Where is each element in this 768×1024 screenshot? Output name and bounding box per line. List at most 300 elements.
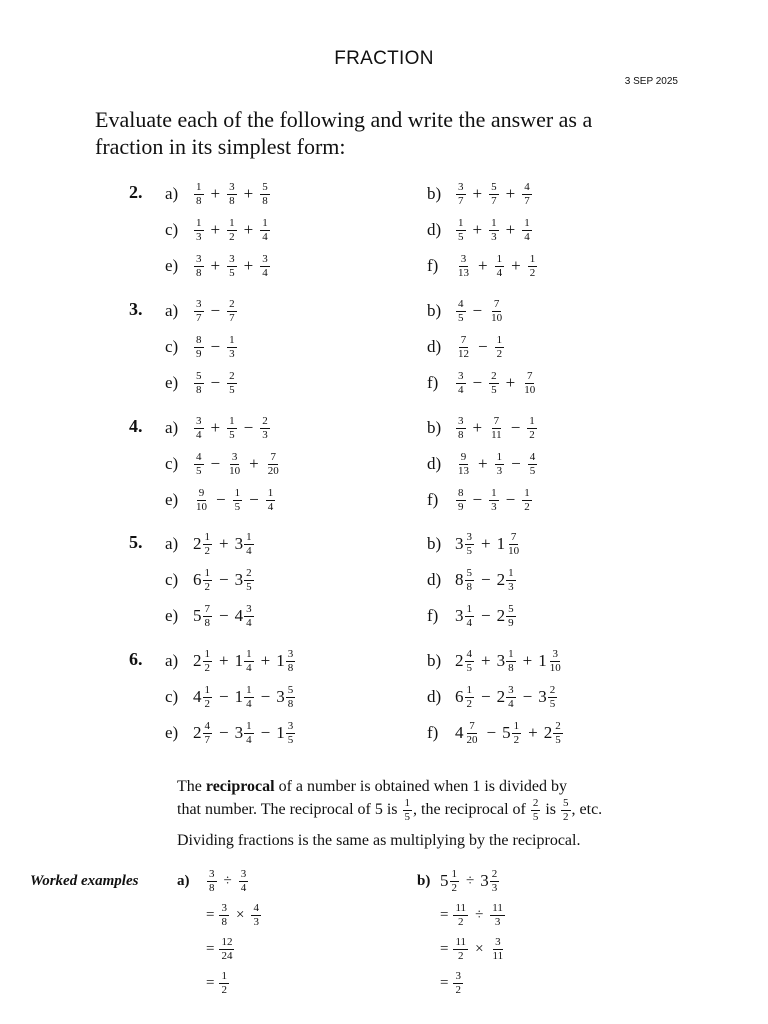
whole-number: 2 — [496, 570, 506, 589]
operator: + — [219, 534, 229, 553]
numerator: 4 — [204, 719, 210, 732]
whole-number: 4 — [455, 723, 464, 742]
exercise-item — [427, 600, 517, 632]
mixed-number — [497, 604, 517, 629]
exercise-block — [95, 295, 655, 415]
item-label: a) — [165, 301, 179, 320]
numerator: 1 — [234, 486, 241, 499]
exercise-item — [427, 681, 558, 713]
exercise-item — [427, 412, 538, 444]
worked-step — [206, 900, 262, 930]
fraction — [489, 416, 504, 441]
fraction — [465, 568, 475, 593]
expression — [206, 937, 235, 962]
numerator: 1 — [466, 683, 472, 696]
denominator: 4 — [246, 616, 252, 629]
fraction — [260, 182, 270, 207]
equals-sign: = — [206, 974, 215, 991]
denominator: 24 — [221, 949, 233, 962]
expression — [455, 685, 558, 710]
whole-number: 3 — [234, 570, 244, 589]
numerator: 3 — [196, 414, 202, 427]
whole-number: 5 — [440, 871, 449, 890]
mixed-number — [538, 649, 564, 674]
fraction — [219, 937, 234, 962]
operator: + — [210, 256, 221, 275]
fraction — [465, 685, 475, 710]
reciprocal-definition-line2 — [177, 798, 657, 823]
equals-sign: = — [206, 906, 215, 923]
operator: + — [472, 184, 483, 203]
numerator: 11 — [455, 935, 467, 948]
item-label: b) — [427, 301, 442, 320]
expression — [193, 532, 255, 557]
fraction — [561, 798, 571, 823]
expression — [206, 903, 262, 928]
denominator: 3 — [496, 464, 503, 477]
item-label: a) — [165, 184, 179, 203]
numerator: 5 — [287, 683, 294, 696]
worked-step — [206, 934, 235, 964]
denominator: 5 — [229, 266, 235, 279]
fraction — [227, 299, 237, 324]
exercise-item — [165, 528, 255, 560]
denominator: 5 — [196, 464, 202, 477]
exercise-item — [427, 717, 564, 749]
fraction — [194, 299, 204, 324]
numerator: 1 — [262, 216, 268, 229]
item-label: b) — [427, 534, 442, 553]
operator: − — [472, 301, 483, 320]
numerator: 3 — [229, 180, 235, 193]
numerator: 7 — [510, 530, 517, 543]
expression — [193, 721, 296, 746]
numerator: 3 — [458, 369, 464, 382]
whole-number: 2 — [193, 534, 202, 553]
operator: + — [210, 220, 221, 239]
operator: − — [260, 723, 271, 742]
equals-sign: = — [206, 940, 215, 957]
denominator: 4 — [508, 697, 514, 710]
whole-number: 5 — [193, 606, 202, 625]
reciprocal-definition-line1 — [177, 776, 657, 797]
expression — [193, 254, 271, 279]
question-number: 2. — [129, 182, 143, 202]
expression — [455, 568, 517, 593]
item-label: d) — [427, 337, 442, 356]
text: is — [541, 801, 561, 819]
fraction — [489, 371, 499, 396]
text: The — [177, 778, 206, 795]
operator: − — [511, 454, 521, 473]
numerator: 5 — [466, 566, 472, 579]
numerator: 3 — [508, 683, 514, 696]
operator: + — [505, 373, 516, 392]
worked-step — [440, 968, 464, 998]
item-label: d) — [427, 220, 442, 239]
denominator: 11 — [492, 949, 504, 962]
fraction — [506, 604, 516, 629]
mixed-number — [538, 685, 558, 710]
whole-number: 3 — [480, 871, 489, 890]
exercise-item — [427, 528, 522, 560]
fraction — [528, 452, 538, 477]
mixed-number — [193, 721, 213, 746]
denominator: 5 — [491, 383, 497, 396]
denominator: 8 — [466, 580, 472, 593]
exercise-item — [427, 645, 564, 677]
operator: + — [249, 454, 259, 473]
mixed-number — [455, 568, 475, 593]
fraction — [203, 721, 213, 746]
denominator: 7 — [524, 194, 530, 207]
question-number: 5. — [129, 532, 143, 552]
question-number: 6. — [129, 649, 143, 669]
numerator: 1 — [246, 647, 252, 660]
denominator: 2 — [529, 428, 535, 441]
numerator: 1 — [491, 486, 497, 499]
fraction — [403, 798, 413, 823]
operator: + — [243, 220, 254, 239]
fraction — [244, 568, 254, 593]
exercise-item — [165, 448, 282, 480]
operator: − — [505, 490, 516, 509]
expression — [206, 971, 230, 996]
numerator: 2 — [491, 867, 498, 880]
numerator: 9 — [198, 486, 205, 499]
numerator: 2 — [532, 797, 539, 809]
equals-sign: = — [440, 974, 449, 991]
fraction — [456, 254, 471, 279]
denominator: 9 — [196, 347, 202, 360]
denominator: 8 — [262, 194, 268, 207]
fraction — [251, 903, 261, 928]
numerator: 5 — [491, 180, 497, 193]
reciprocal-rule: Dividing fractions is the same as multiplying by the reciprocal. — [177, 832, 581, 849]
whole-number: 3 — [538, 687, 547, 706]
exercise-item — [165, 645, 296, 677]
operator: ÷ — [475, 906, 484, 923]
mixed-number — [235, 568, 255, 593]
operator: + — [243, 184, 254, 203]
operator: − — [216, 490, 226, 509]
denominator: 4 — [466, 616, 472, 629]
expression — [193, 299, 238, 324]
denominator: 5 — [234, 500, 241, 513]
fraction — [286, 721, 296, 746]
numerator: 1 — [204, 566, 210, 579]
fraction — [260, 254, 270, 279]
item-label: d) — [427, 570, 442, 589]
mixed-number — [497, 649, 517, 674]
denominator: 3 — [491, 500, 497, 513]
whole-number: 6 — [455, 687, 464, 706]
numerator: 2 — [555, 719, 561, 732]
fraction — [227, 452, 242, 477]
fraction — [506, 649, 516, 674]
fraction — [490, 903, 505, 928]
item-label: c) — [165, 687, 179, 706]
mixed-number — [455, 604, 475, 629]
denominator: 10 — [549, 661, 561, 674]
expression — [455, 371, 538, 396]
expression — [193, 218, 271, 243]
expression — [193, 335, 238, 360]
worked-step — [440, 866, 500, 896]
exercise-item — [427, 250, 538, 282]
numerator: 7 — [493, 297, 500, 310]
numerator: 1 — [508, 647, 514, 660]
operator: + — [243, 256, 254, 275]
fraction — [522, 371, 537, 396]
denominator: 5 — [532, 811, 539, 823]
denominator: 8 — [196, 194, 202, 207]
fraction — [244, 532, 254, 557]
operator: − — [210, 337, 221, 356]
whole-number: 1 — [234, 687, 244, 706]
numerator: 11 — [492, 901, 503, 914]
fraction — [456, 488, 466, 513]
fraction — [453, 937, 468, 962]
fraction — [266, 488, 276, 513]
text: of a number is obtained when 1 is divided by — [274, 778, 567, 795]
denominator: 2 — [458, 915, 464, 928]
question-number: 4. — [129, 416, 143, 436]
fraction — [194, 254, 204, 279]
mixed-number — [276, 721, 296, 746]
numerator: 3 — [455, 969, 461, 982]
fraction — [207, 869, 217, 894]
numerator: 1 — [204, 683, 210, 696]
operator: + — [478, 454, 488, 473]
denominator: 2 — [524, 500, 530, 513]
denominator: 5 — [229, 383, 235, 396]
exercise-item — [165, 367, 238, 399]
expression — [193, 488, 276, 513]
whole-number: 3 — [276, 687, 285, 706]
operator: − — [522, 687, 533, 706]
numerator: 3 — [466, 530, 472, 543]
expression — [455, 532, 522, 557]
denominator: 5 — [555, 733, 561, 746]
operator: − — [478, 337, 488, 356]
denominator: 4 — [458, 383, 464, 396]
operator: + — [219, 651, 229, 670]
fraction — [506, 568, 516, 593]
mixed-number — [235, 685, 255, 710]
fraction — [456, 182, 466, 207]
denominator: 2 — [451, 881, 457, 894]
numerator: 1 — [496, 252, 503, 265]
denominator: 2 — [529, 266, 536, 279]
fraction — [453, 903, 468, 928]
denominator: 9 — [508, 616, 514, 629]
fraction — [490, 869, 500, 894]
operator: − — [219, 723, 229, 742]
operator: + — [472, 220, 483, 239]
fraction — [528, 254, 538, 279]
denominator: 7 — [458, 194, 464, 207]
numerator: 1 — [513, 719, 520, 732]
numerator: 1 — [246, 719, 252, 732]
operator: − — [510, 418, 521, 437]
expression — [455, 721, 564, 746]
whole-number: 3 — [234, 723, 244, 742]
denominator: 10 — [229, 464, 241, 477]
exercise-item — [427, 484, 533, 516]
numerator: 2 — [549, 683, 556, 696]
numerator: 1 — [229, 333, 235, 346]
denominator: 5 — [549, 697, 556, 710]
denominator: 3 — [508, 580, 514, 593]
numerator: 1 — [204, 530, 210, 543]
text: that number. The reciprocal of 5 is — [177, 801, 402, 819]
fraction — [203, 649, 213, 674]
fraction — [512, 721, 522, 746]
numerator: 5 — [508, 602, 514, 615]
exercise-item — [165, 717, 296, 749]
denominator: 7 — [204, 733, 210, 746]
operator: + — [505, 220, 516, 239]
whole-number: 1 — [496, 534, 506, 553]
denominator: 2 — [204, 697, 210, 710]
exercise-item — [165, 681, 296, 713]
exercise-item — [165, 331, 238, 363]
numerator: 1 — [246, 683, 252, 696]
numerator: 1 — [196, 216, 202, 229]
item-label: b) — [427, 418, 442, 437]
operator: − — [472, 490, 483, 509]
denominator: 8 — [508, 661, 514, 674]
fraction — [227, 335, 237, 360]
equals-sign: = — [440, 906, 449, 923]
numerator: 1 — [458, 216, 464, 229]
exercise-item — [427, 448, 538, 480]
fraction — [260, 218, 270, 243]
denominator: 4 — [267, 500, 274, 513]
date-label: 3 SEP 2025 — [624, 76, 678, 87]
expression — [440, 971, 464, 996]
mixed-number — [440, 869, 460, 894]
denominator: 2 — [466, 697, 472, 710]
item-label: e) — [165, 373, 179, 392]
fraction — [194, 218, 204, 243]
worked-step — [440, 934, 506, 964]
exercise-block — [95, 528, 655, 648]
exercise-item — [165, 564, 255, 596]
exercise-item — [427, 564, 517, 596]
whole-number: 2 — [496, 687, 506, 706]
operator: + — [478, 256, 488, 275]
expression — [193, 568, 255, 593]
denominator: 3 — [491, 881, 498, 894]
expression — [206, 869, 249, 894]
fraction — [286, 685, 296, 710]
denominator: 8 — [221, 915, 227, 928]
denominator: 3 — [229, 347, 235, 360]
numerator: 8 — [458, 486, 464, 499]
operator: − — [210, 454, 221, 473]
operator: + — [505, 184, 516, 203]
fraction — [495, 335, 505, 360]
denominator: 7 — [229, 311, 235, 324]
operator: − — [219, 687, 229, 706]
operator: − — [219, 570, 229, 589]
denominator: 4 — [496, 266, 503, 279]
numerator: 3 — [209, 867, 215, 880]
denominator: 4 — [246, 733, 252, 746]
denominator: 3 — [491, 230, 497, 243]
equals-sign: = — [440, 940, 449, 957]
fraction — [456, 371, 466, 396]
numerator: 3 — [240, 867, 247, 880]
denominator: 13 — [458, 464, 469, 477]
item-label: e) — [165, 256, 179, 275]
fraction — [244, 685, 254, 710]
numerator: 3 — [458, 180, 464, 193]
exercise-item — [427, 331, 505, 363]
denominator: 2 — [458, 949, 464, 962]
operator: + — [210, 184, 221, 203]
numerator: 4 — [253, 901, 259, 914]
fraction — [194, 182, 204, 207]
fraction — [203, 568, 213, 593]
operator: ÷ — [223, 872, 232, 889]
operator: − — [472, 373, 483, 392]
numerator: 7 — [469, 719, 475, 732]
mixed-number — [193, 649, 213, 674]
expression — [455, 452, 538, 477]
expression — [455, 335, 505, 360]
numerator: 2 — [491, 369, 497, 382]
mixed-number — [235, 721, 255, 746]
whole-number: 8 — [455, 570, 464, 589]
whole-number: 5 — [502, 723, 511, 742]
denominator: 8 — [287, 697, 294, 710]
whole-number: 2 — [455, 651, 464, 670]
numerator: 4 — [196, 450, 202, 463]
numerator: 5 — [563, 797, 569, 809]
denominator: 7 — [491, 194, 497, 207]
numerator: 5 — [262, 180, 268, 193]
numerator: 2 — [229, 297, 235, 310]
expression — [193, 452, 282, 477]
expression — [455, 182, 533, 207]
fraction — [553, 721, 563, 746]
whole-number: 1 — [234, 651, 244, 670]
whole-number: 3 — [496, 651, 506, 670]
numerator: 1 — [508, 566, 514, 579]
whole-number: 3 — [455, 534, 464, 553]
mixed-number — [193, 685, 213, 710]
fraction — [203, 685, 213, 710]
denominator: 2 — [455, 983, 461, 996]
item-label: c) — [165, 337, 179, 356]
fraction — [194, 452, 204, 477]
numerator: 1 — [496, 333, 503, 346]
fraction — [548, 685, 558, 710]
expression — [193, 182, 271, 207]
expression — [193, 371, 238, 396]
mixed-number — [193, 568, 213, 593]
exercise-item — [165, 295, 238, 327]
expression — [455, 416, 538, 441]
worked-example-a-label: a) — [177, 873, 190, 889]
denominator: 5 — [458, 230, 464, 243]
numerator: 1 — [466, 602, 472, 615]
numerator: 3 — [262, 252, 268, 265]
fraction — [531, 798, 541, 823]
